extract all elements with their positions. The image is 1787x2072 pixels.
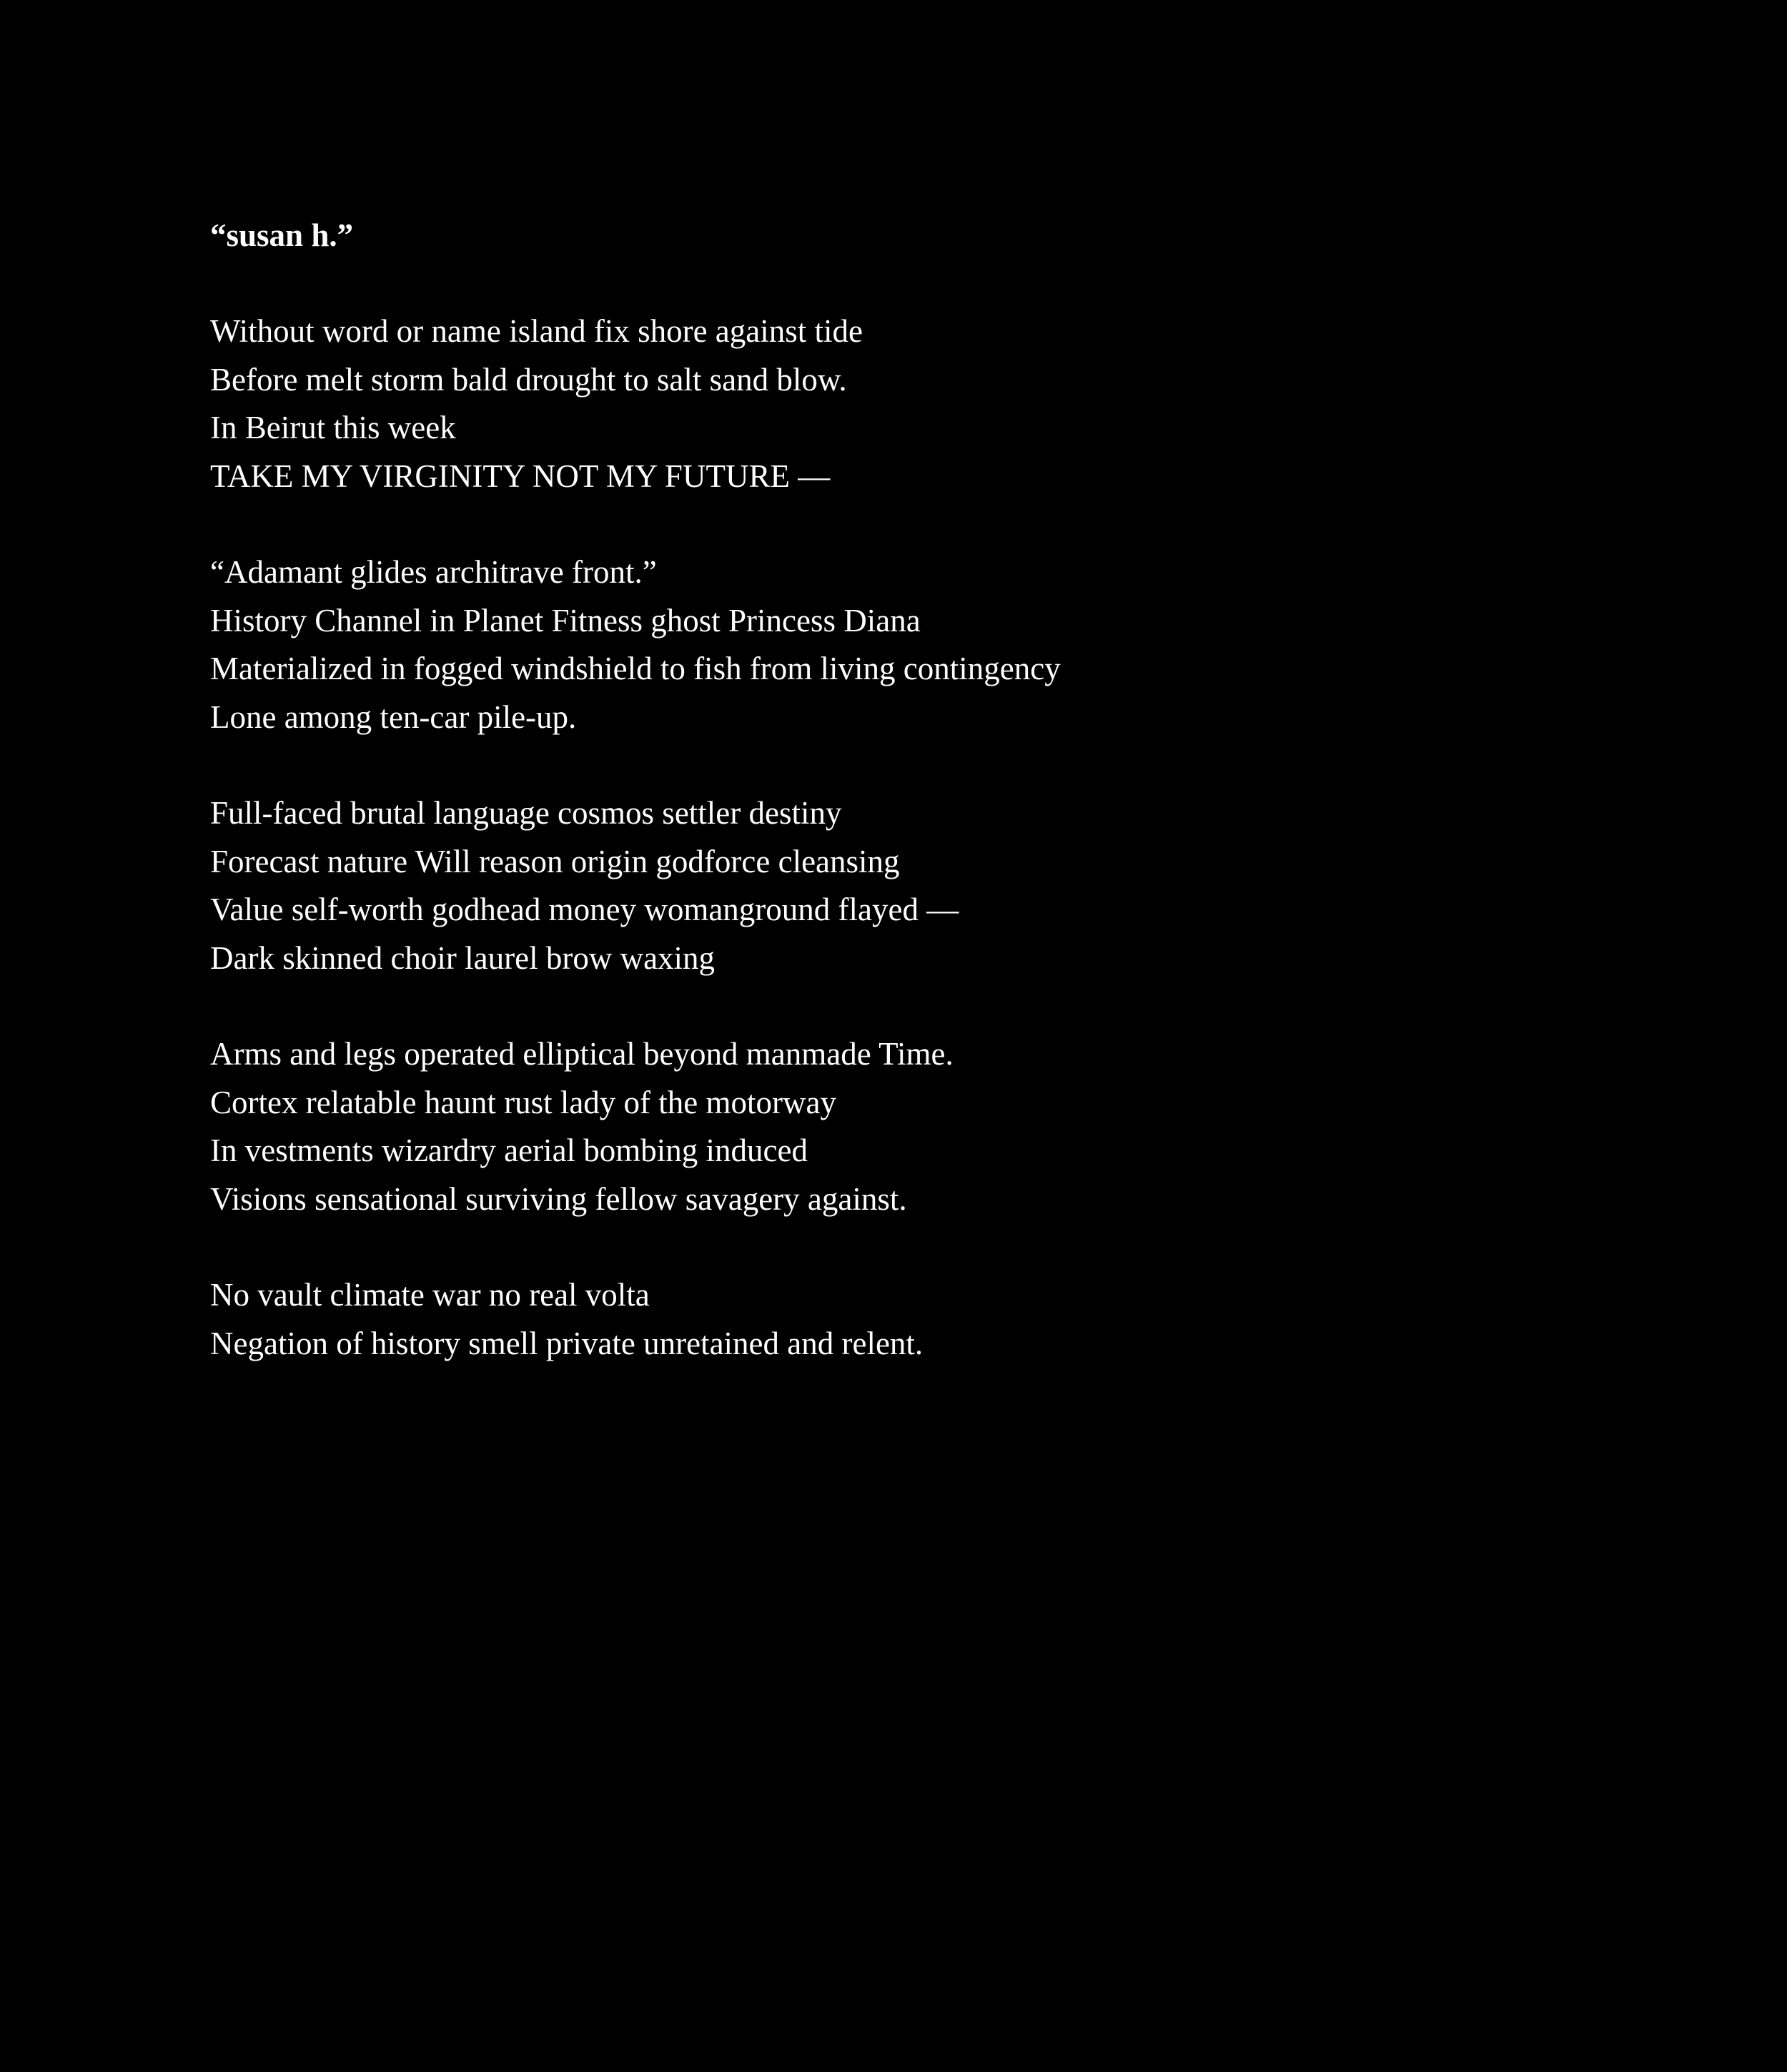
poem-title: “susan h.”: [210, 217, 354, 253]
poem-line: Visions sensational surviving fellow savagery against.: [210, 1180, 907, 1217]
poem-line: Forecast nature Will reason origin godforce cleansing: [210, 843, 900, 879]
poem-line: Before melt storm bald drought to salt sand blow.: [210, 361, 847, 398]
stanza-4: [210, 1030, 1640, 1223]
poem-line: No vault climate war no real volta: [210, 1277, 650, 1313]
stanza-2: [210, 548, 1640, 741]
poem-line: Materialized in fogged windshield to fish from living contingency: [210, 651, 1061, 686]
poem-line: Cortex relatable haunt rust lady of the motorway: [210, 1084, 836, 1120]
poem-line: History Channel in Planet Fitness ghost Princess Diana: [210, 602, 921, 638]
poem-line: In vestments wizardry aerial bombing induced: [210, 1133, 808, 1168]
poem-line: TAKE MY VIRGINITY NOT MY FUTURE —: [210, 458, 831, 494]
poem-line: Lone among ten-car pile-up.: [210, 699, 577, 735]
poem-line: Value self-worth godhead money womanground flayed —: [210, 892, 959, 927]
poem-line: “Adamant glides architrave front.”: [210, 554, 657, 590]
poem: [210, 212, 1640, 1416]
stanza-1: [210, 307, 1640, 500]
poem-line: Dark skinned choir laurel brow waxing: [210, 939, 716, 976]
poem-line: Negation of history smell private unretained and relent.: [210, 1325, 924, 1361]
poem-line: Without word or name island fix shore against tide: [210, 313, 863, 349]
poem-line: In Beirut this week: [210, 410, 456, 445]
stanza-5: [210, 1271, 1640, 1368]
poem-line: Full-faced brutal language cosmos settler destiny: [210, 795, 842, 831]
poem-line: Arms and legs operated elliptical beyond manmade Time.: [210, 1036, 954, 1072]
stanza-3: [210, 789, 1640, 982]
